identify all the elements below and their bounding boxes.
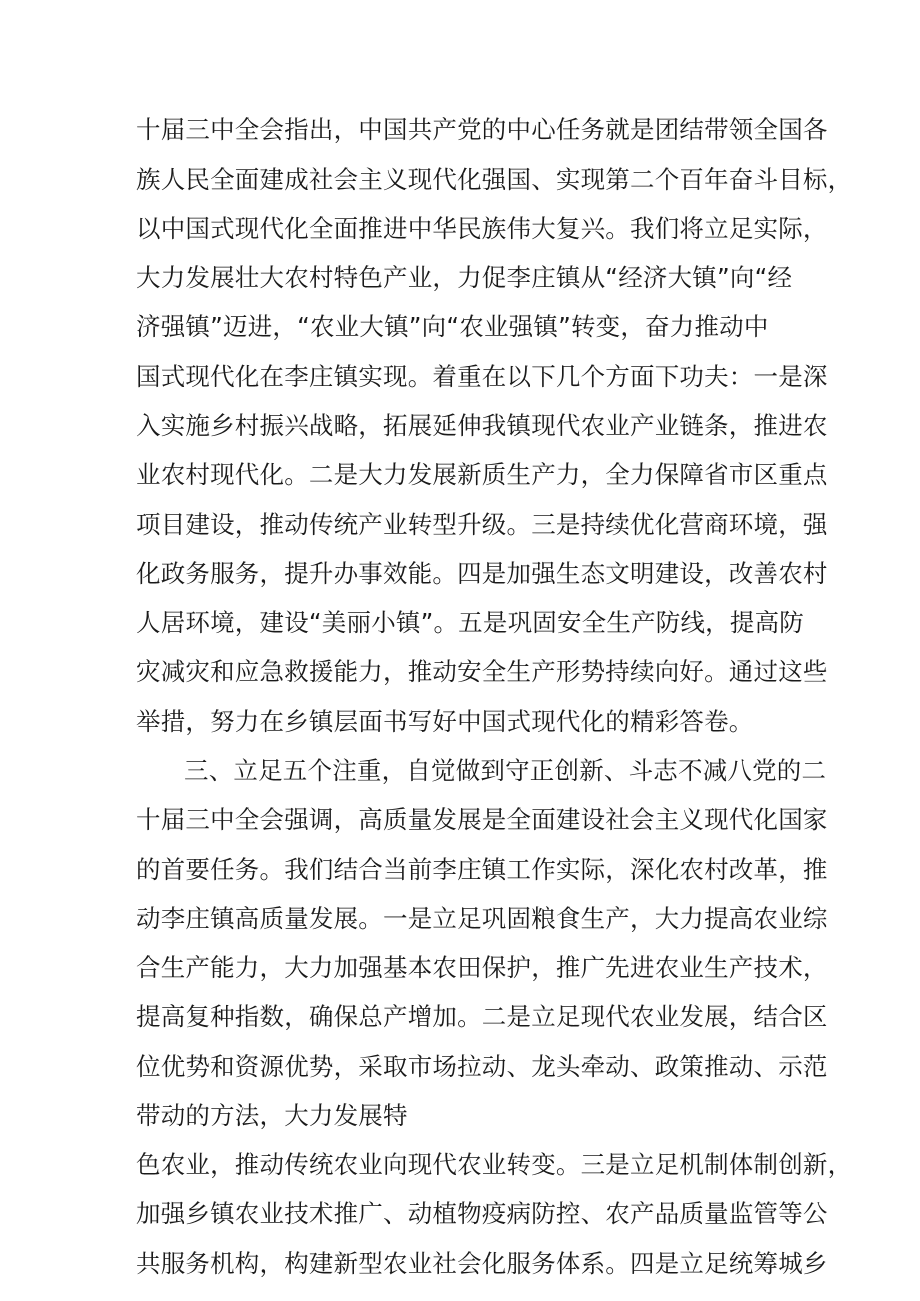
text-line: 举措，努力在乡镇层面书写好中国式现代化的精彩答卷。	[136, 707, 754, 736]
text-line: 灾减灾和应急救援能力，推动安全生产形势持续向好。通过这些	[136, 657, 828, 686]
text-line: 十届三中全会指出，中国共产党的中心任务就是团结带领全国各	[136, 115, 828, 144]
text-line: 族人民全面建成社会主义现代化强国、实现第二个百年奋斗目标，	[136, 165, 853, 194]
text-line: 人居环境，建设“美丽小镇”。五是巩固安全生产防线，提高防	[136, 608, 804, 637]
text-line: 业农村现代化。二是大力发展新质生产力，全力保障省市区重点	[136, 460, 828, 489]
text-line: 济强镇”迈进，“农业大镇”向“农业强镇”转变，奋力推动中	[136, 312, 769, 341]
text-line: 大力发展壮大农村特色产业，力促李庄镇从“经济大镇”向“经	[136, 263, 793, 292]
text-line: 以中国式现代化全面推进中华民族伟大复兴。我们将立足实际，	[136, 214, 828, 243]
text-line: 位优势和资源优势，采取市场拉动、龙头牵动、政策推动、示范	[136, 1052, 828, 1081]
text-line: 化政务服务，提升办事效能。四是加强生态文明建设，改善农村	[136, 559, 828, 588]
text-line: 入实施乡村振兴战略，拓展延伸我镇现代农业产业链条，推进农	[136, 411, 828, 440]
text-line: 动李庄镇高质量发展。一是立足巩固粮食生产，大力提高农业综	[136, 904, 828, 933]
text-line: 色农业，推动传统农业向现代农业转变。三是立足机制体制创新，	[136, 1150, 853, 1179]
section-heading-line: 三、立足五个注重，自觉做到守正创新、斗志不减八党的二	[184, 756, 827, 785]
text-line: 项目建设，推动传统产业转型升级。三是持续优化营商环境，强	[136, 510, 828, 539]
text-line: 提高复种指数，确保总产增加。二是立足现代农业发展，结合区	[136, 1002, 828, 1031]
text-line: 带动的方法，大力发展特	[136, 1101, 408, 1130]
text-line: 加强乡镇农业技术推广、动植物疫病防控、农产品质量监管等公	[136, 1199, 828, 1228]
text-line: 国式现代化在李庄镇实现。着重在以下几个方面下功夫：一是深	[136, 362, 828, 391]
text-line: 的首要任务。我们结合当前李庄镇工作实际，深化农村改革，推	[136, 855, 828, 884]
text-line: 十届三中全会强调，高质量发展是全面建设社会主义现代化国家	[136, 805, 828, 834]
text-line: 共服务机构，构建新型农业社会化服务体系。四是立足统筹城乡	[136, 1249, 828, 1278]
text-line: 合生产能力，大力加强基本农田保护，推广先进农业生产技术，	[136, 953, 828, 982]
